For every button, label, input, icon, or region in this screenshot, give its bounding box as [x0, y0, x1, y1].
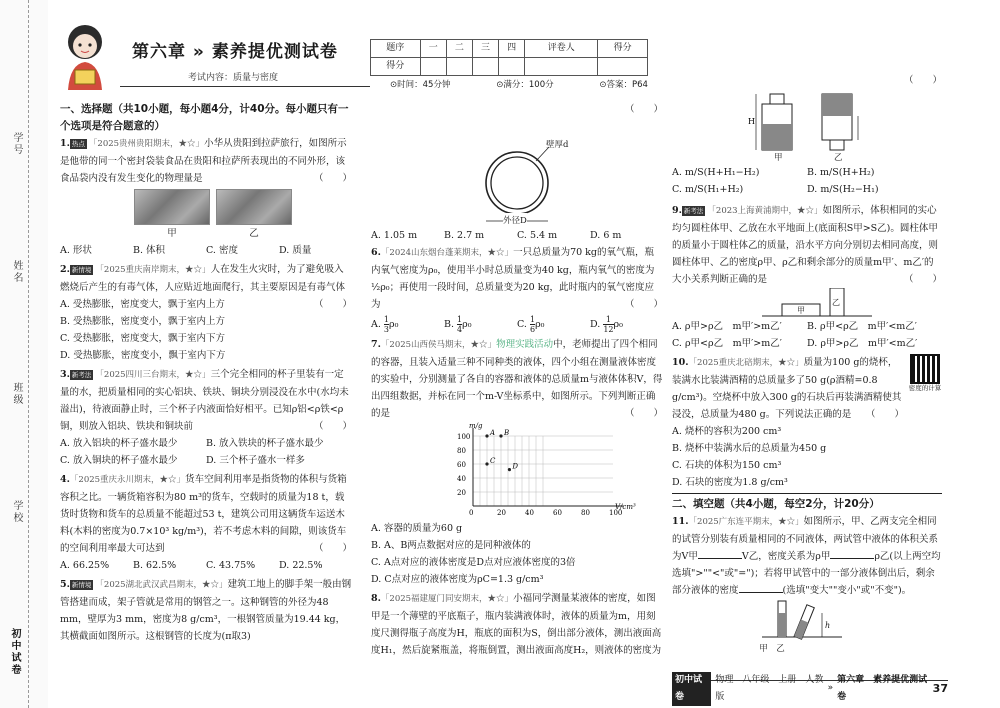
x-tick-label: 80 — [581, 509, 590, 517]
q-text: 如图所示，体积相同的实心均匀圆柱体甲、乙放在水平地面上(底面积S甲>S乙)。圆柱体甲的质量小于圆柱体乙的质量，沿水平方向分别切去相同高度，则圆柱体甲、乙的密度ρ甲、ρ乙和剩余部分的质量m甲′、m乙′的大小关系判断正确的是 — [672, 205, 939, 285]
section-1-title: 一、选择题（共10小题，每小题4分，计40分。每小题只有一个选项是符合题意的） — [60, 103, 349, 132]
score-cell: 四 — [499, 40, 525, 58]
q-text: 三个完全相同的杯子里装有一定量的水，把质量相同的实心铝块、铁块、铜块分别浸没在水中(水均未溢出)，待液面静止时，三个杯子内液面恰好相平。已知ρ铝<ρ铁<ρ铜，则放入铝块、铁块和铜块前 — [60, 369, 349, 432]
y-tick-label: 80 — [457, 447, 466, 455]
x-axis-label: V/cm³ — [615, 503, 636, 511]
qr-caption: 密度的计算 — [908, 384, 942, 392]
figure-caption: 乙 — [832, 298, 840, 307]
svg-text:H: H — [748, 117, 755, 126]
answer-bracket[interactable]: （ ） — [313, 421, 352, 432]
option-a[interactable]: A. ρ甲>ρ乙 m甲′>m乙′ — [672, 321, 782, 332]
margin-label-student-id: 学号 — [11, 132, 22, 156]
score-input[interactable] — [472, 58, 498, 76]
option-a[interactable]: A. m/S(H+H₁−H₂) — [672, 167, 760, 178]
q-text: 小华从贵阳到拉萨旅行，如图所示是他带的同一个密封袋装食品在贵阳和拉萨所表现出的不同外形，该食品袋内没有发生变化的物理量是 — [60, 138, 347, 184]
option-a[interactable]: A. 放入铝块的杯子盛水最少 — [60, 438, 178, 449]
q-source: 「2025湖北武汉武昌期末，★☆」 — [95, 580, 228, 590]
mascot-image — [58, 18, 112, 92]
option-c[interactable]: C. ρ甲<ρ乙 m甲′>m乙′ — [672, 338, 782, 349]
q-text: 质量为100 g的烧杯，装满水比装满酒精的总质量多了50 g(ρ酒精=0.8 g/cm³)。空烧杯中放入300 g的石块后再装满酒精使其浸没，总质量为480 g。下列说法正确的是 — [672, 357, 902, 420]
column-middle — [371, 101, 663, 661]
option-label: D. — [590, 319, 601, 330]
footer-arrow: » — [827, 683, 834, 693]
q-num: 1. — [60, 138, 70, 149]
option-d[interactable]: D. 三个杯子盛水一样多 — [206, 455, 305, 466]
q-text: 建筑工地上的脚手架一般由钢管搭建而成，架子管就是常用的钢管之一。这种钢管的外径为48 mm，壁厚为3 mm，密度为8 g/cm³，一根钢管质量为19.44 kg，其横截面如图所示。这根钢管的长度为(π取3) — [60, 579, 352, 642]
exam-full-score: ⊙满分：100分 — [496, 80, 554, 90]
option-b[interactable]: B. ρ甲<ρ乙 m甲′<m乙′ — [807, 321, 917, 332]
q-num: 8. — [371, 593, 381, 604]
q-text: 人在发生火灾时，为了避免吸入燃烧后产生的有毒气体，人应贴近地面爬行，其主要原因是有毒气体 — [60, 264, 346, 293]
data-point-label: D — [512, 462, 519, 471]
footer-chapter: 第六章 素养提优测试卷 — [837, 674, 928, 702]
score-input[interactable] — [525, 58, 598, 76]
photo-bag-guiyang — [134, 189, 210, 225]
option-a[interactable]: A. 1.05 m — [371, 230, 418, 241]
answer-bracket[interactable]: （ ） — [865, 409, 904, 420]
column-left — [60, 101, 352, 647]
q7-graph — [371, 422, 663, 520]
title-underline — [120, 86, 370, 87]
score-cell: 题序 — [371, 40, 421, 58]
answer-bracket[interactable]: （ ） — [903, 274, 942, 285]
option-c[interactable]: C. 5.4 m — [517, 230, 558, 241]
exam-time: ⊙时间：45分钟 — [390, 80, 451, 90]
numerator: 1 — [529, 315, 536, 324]
q11-figure — [672, 599, 942, 641]
question-7 — [371, 336, 663, 588]
page-footer — [672, 674, 948, 702]
option-b[interactable]: B. 受热膨胀，密度变小，飘于室内上方 — [60, 316, 226, 327]
figure-caption: 甲 — [167, 228, 177, 239]
data-point — [485, 462, 488, 465]
numerator: 1 — [603, 315, 613, 325]
answer-bracket[interactable]: （ ） — [903, 75, 942, 86]
x-tick-label: 0 — [469, 509, 474, 517]
y-tick-label: 20 — [457, 489, 466, 497]
tag-badge: 新考法 — [71, 370, 92, 379]
column-right — [672, 30, 942, 660]
margin-label-school: 学校 — [11, 500, 22, 524]
page-title: 第六章 » 素养提优测试卷 — [132, 42, 338, 62]
page-subtitle: 考试内容：质量与密度 — [188, 73, 279, 83]
figure-caption: 乙 — [834, 153, 843, 163]
option-a[interactable]: A. $\frac{1}{3}\rho_0$ — [371, 315, 399, 334]
q-source: 「2025重庆永川期末，★☆」 — [69, 475, 186, 485]
question-3 — [60, 366, 352, 469]
section-2-title: 二、填空题（共4小题，每空2分，计20分） — [672, 493, 942, 513]
option-b[interactable]: B. 放入铁块的杯子盛水最少 — [206, 438, 324, 449]
q-text: 如图所示，甲、乙两支完全相同的试管分别装有质量相同的不同液体，两试管中液体的体积关系为V甲 — [672, 516, 939, 562]
data-point — [499, 434, 502, 437]
question-4 — [60, 471, 352, 574]
option-label: A. — [371, 319, 381, 330]
qr-block — [908, 354, 942, 393]
x-tick-label: 20 — [497, 509, 506, 517]
option-d[interactable]: D. 受热膨胀，密度变小，飘于室内下方 — [60, 350, 226, 361]
exam-meta — [390, 77, 648, 94]
option-b[interactable]: B. 体积 — [133, 245, 166, 256]
answer-bracket[interactable]: （ ） — [624, 104, 663, 115]
fraction — [384, 315, 389, 334]
option-b[interactable]: B. m/S(H+H₂) — [807, 167, 875, 178]
option-c[interactable]: C. $\frac{1}{6}\rho_0$ — [517, 315, 545, 334]
score-cell: 评卷人 — [525, 40, 598, 58]
fraction — [603, 315, 613, 334]
option-a[interactable]: A. 受热膨胀，密度变大，飘于室内上方 — [60, 299, 225, 310]
denominator: 4 — [457, 325, 463, 334]
options — [672, 164, 942, 181]
q-num: 3. — [60, 369, 70, 380]
label-diameter: 外径D — [503, 213, 527, 230]
numerator: 1 — [383, 315, 390, 324]
y-tick-label: 100 — [457, 433, 471, 441]
q-source: 「2025广东连平期末，★☆」 — [688, 517, 804, 527]
blank-input[interactable] — [830, 558, 874, 559]
question-10 — [672, 354, 942, 491]
data-point — [508, 468, 511, 471]
option-c[interactable]: C. 43.75% — [206, 560, 256, 571]
option-d[interactable]: D. 22.5% — [279, 560, 323, 571]
option-d[interactable]: D. C点对应的液体密度为ρC=1.3 g/cm³ — [371, 574, 544, 585]
question-11 — [672, 513, 942, 658]
answer-bracket[interactable]: （ ） — [313, 543, 352, 554]
page-number: 37 — [932, 682, 948, 695]
score-cell: 得分 — [371, 58, 421, 76]
y-tick-label: 60 — [457, 461, 466, 469]
numerator: 1 — [457, 315, 463, 324]
score-cell: 二 — [446, 40, 472, 58]
label-wall: 壁厚d — [546, 140, 569, 150]
q-text: 货车空间利用率是指货物的体积与货箱容积之比。一辆货箱容积为80 m³的货车，空载时的质量为18 t，载货时货物和货车的总质量不能超过53 t，建筑公司用这辆货车运送木料(木料的密度为0.7×10³ kg/m³)，若不考虑木料的间隙，则该货车的空间利用率最大可达到 — [60, 474, 347, 554]
score-cell: 一 — [420, 40, 446, 58]
q9-figure — [672, 288, 942, 318]
fraction — [457, 315, 462, 334]
margin-label-class: 班级 — [11, 382, 22, 406]
figure-caption: 甲 — [774, 153, 783, 163]
cylinders-diagram — [672, 288, 942, 318]
y-tick-label: 40 — [457, 475, 466, 483]
option-b[interactable]: B. 62.5% — [133, 560, 177, 571]
q-num: 5. — [60, 579, 70, 590]
blank-input[interactable] — [698, 558, 742, 559]
x-tick-label: 40 — [525, 509, 534, 517]
option-b[interactable]: B. $\frac{1}{4}\rho_0$ — [444, 315, 472, 334]
q-source: 「2023上海黄浦期中，★☆」 — [707, 206, 823, 216]
exam-answer-page: ⊙答案：P64 — [599, 80, 648, 90]
footer-info: 物理 八年级 上册 人教版 — [715, 674, 824, 702]
q-num: 9. — [672, 205, 682, 216]
q-source: 「2025贵州贵阳期末，★☆」 — [88, 139, 205, 149]
q-text: 中，老师提出了四个相同的容器，且装入适量三种不同种类的液体，四个小组在测量液体密度的实验中，分别测量了各自的容器和液体的总质量m与液体体积V，得出四组数据，并标在同一个m-V坐标系中，如图所示。下列判断正确的是 — [371, 339, 663, 419]
y-axis-label: m/g — [469, 422, 483, 430]
answer-bracket[interactable]: （ ） — [624, 408, 663, 419]
question-6 — [371, 244, 663, 334]
q-text: V乙，密度关系为ρ甲 — [741, 551, 831, 562]
tag-badge: 新情境 — [71, 265, 92, 274]
options — [672, 181, 942, 198]
margin-label-name: 姓名 — [11, 260, 22, 284]
option-c[interactable]: C. 石块的体积为150 cm³ — [672, 460, 782, 471]
option-c[interactable]: C. m/S(H₁+H₂) — [672, 184, 744, 195]
answer-bracket[interactable]: （ ） — [624, 299, 663, 310]
margin-logo: 初中试卷 — [9, 628, 20, 676]
option-d[interactable]: D. 质量 — [279, 245, 312, 256]
q1-figures — [134, 189, 352, 242]
options — [371, 315, 663, 334]
cut-line — [28, 0, 29, 708]
denominator: 12 — [603, 325, 614, 334]
q-text: 一只总质量为70 kg的氧气瓶，瓶内氧气密度为ρ₀，使用半小时总质量变为40 kg，瓶内氧气的密度为½ρ₀；再使用一段时间，总质量变为20 kg，此时瓶内的氧气密度应为 — [371, 247, 655, 310]
q-source: 「2025山西侯马期末，★☆」 — [380, 340, 497, 350]
option-b[interactable]: B. 2.7 m — [444, 230, 485, 241]
option-label: B. — [444, 319, 455, 330]
option-c[interactable]: C. 放入铜块的杯子盛水最少 — [60, 455, 178, 466]
figure-caption: 甲 — [797, 306, 805, 315]
score-cell: 三 — [472, 40, 498, 58]
question-5 — [60, 576, 352, 645]
answer-bracket[interactable]: （ ） — [313, 173, 352, 184]
score-table — [370, 39, 648, 76]
figure-caption: 甲 乙 — [759, 644, 785, 654]
q-num: 11. — [672, 516, 689, 527]
data-point-label: A — [490, 429, 496, 437]
q-source: 「2025重庆北碚期末，★☆」 — [688, 358, 804, 368]
tag-badge: 新情境 — [71, 580, 92, 589]
option-d[interactable]: D. ρ甲>ρ乙 m甲′<m乙′ — [807, 338, 918, 349]
question-8 — [371, 590, 663, 659]
tag-badge: 新考法 — [683, 206, 704, 215]
question-9 — [672, 202, 942, 352]
q8-continued — [672, 30, 942, 90]
option-d[interactable]: D. 石块的密度为1.8 g/cm³ — [672, 477, 788, 488]
option-c[interactable]: C. 密度 — [206, 245, 238, 256]
q-text: (选填"变大""变小"或"不变")。 — [782, 585, 912, 596]
q-source: 「2025福建厦门同安期末，★☆」 — [380, 594, 514, 604]
q-num: 2. — [60, 264, 70, 275]
q-source: 「2025重庆南岸期末，★☆」 — [95, 265, 211, 275]
denominator: 3 — [383, 325, 390, 334]
tag-badge: 热点 — [71, 139, 85, 148]
q-text: 小福同学测量某液体的密度，如图甲是一个薄壁的平底瓶子，瓶内装满液体时，液体的质量为m，用刻度尺测得瓶子高度为H，瓶底的面积为S，倒出部分液体，测出液面高度H₁，然后旋紧瓶盖，将瓶倒置，测出液面高度H₂，则液体的密度为 — [371, 593, 662, 656]
denominator: 6 — [529, 325, 536, 334]
question-2 — [60, 261, 352, 364]
option-a[interactable]: A. 烧杯的容积为200 cm³ — [672, 426, 782, 437]
q5-continued — [371, 101, 663, 141]
score-input[interactable] — [598, 58, 648, 76]
qr-code-icon[interactable] — [910, 354, 940, 384]
score-cell: 得分 — [598, 40, 648, 58]
q-num: 6. — [371, 247, 381, 258]
question-1 — [60, 135, 352, 259]
q-num: 10. — [672, 357, 689, 368]
option-b[interactable]: B. A、B两点数据对应的是同种液体的 — [371, 540, 531, 551]
x-tick-label: 100 — [609, 509, 623, 517]
option-b[interactable]: B. 烧杯中装满水后的总质量为450 g — [672, 443, 827, 454]
option-d[interactable]: D. m/S(H₂−H₁) — [807, 184, 879, 195]
bottle-diagram — [672, 90, 942, 160]
blank-input[interactable] — [739, 592, 783, 593]
score-input[interactable] — [420, 58, 446, 76]
q-num: 4. — [60, 474, 70, 485]
answer-bracket[interactable]: （ ） — [313, 299, 352, 310]
q-text: ρ乙(以上两空均选填">""<"或"=")；若将甲试管中的一部分液体倒出后，剩余部分液体的密度 — [672, 551, 941, 596]
data-point-label: B — [504, 429, 510, 437]
option-a[interactable]: A. 容器的质量为60 g — [371, 523, 463, 534]
test-tubes-diagram — [672, 599, 942, 641]
binding-margin — [0, 0, 48, 708]
fraction — [530, 315, 535, 334]
q8-figure — [672, 90, 942, 163]
option-d[interactable]: D. $\frac{1}{12}\rho_0$ — [590, 315, 623, 334]
q-num: 7. — [371, 339, 381, 350]
footer-brand: 初中试卷 — [672, 672, 711, 706]
x-tick-label: 60 — [553, 509, 562, 517]
photo-bag-lhasa — [216, 189, 292, 225]
data-point — [485, 434, 488, 437]
label-h: h — [825, 621, 831, 630]
option-d[interactable]: D. 6 m — [590, 230, 622, 241]
option-label: C. — [517, 319, 527, 330]
option-c[interactable]: C. A点对应的液体密度是D点对应液体密度的3倍 — [371, 557, 576, 568]
score-input[interactable] — [446, 58, 472, 76]
option-c[interactable]: C. 受热膨胀，密度变大，飘于室内下方 — [60, 333, 225, 344]
data-point-label: C — [490, 457, 496, 465]
score-input[interactable] — [499, 58, 525, 76]
q5-figure — [371, 141, 663, 227]
q-source: 「2024山东烟台蓬莱期末，★☆」 — [380, 248, 514, 258]
m-v-graph — [441, 422, 641, 520]
option-a[interactable]: A. 形状 — [60, 245, 92, 256]
options — [60, 242, 352, 259]
option-a[interactable]: A. 66.25% — [60, 560, 110, 571]
figure-caption: 乙 — [249, 228, 259, 239]
q-source: 「2025四川三台期末，★☆」 — [95, 370, 211, 380]
q-highlight: 物理实践活动 — [496, 339, 554, 350]
